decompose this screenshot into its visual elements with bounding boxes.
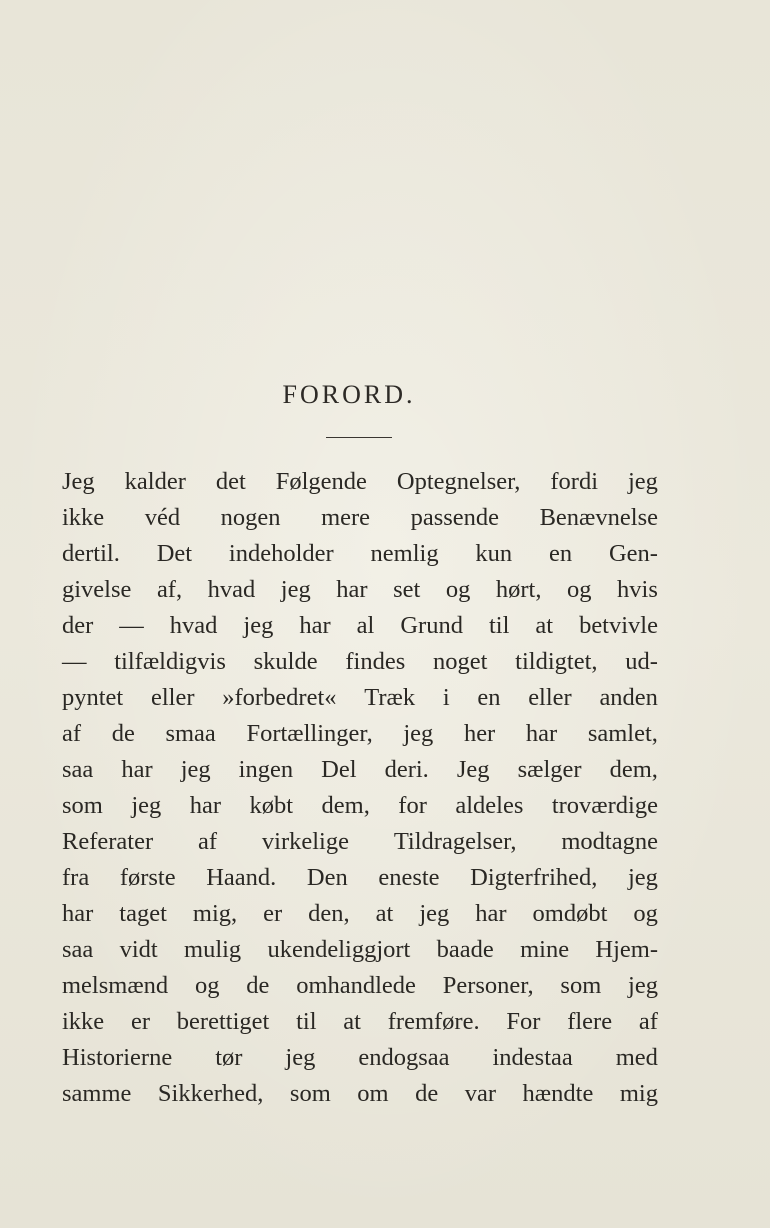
word: véd: [144, 504, 181, 531]
word: eller: [528, 684, 572, 711]
word: findes: [345, 648, 406, 675]
word: flere: [567, 1008, 613, 1035]
word: Tildragelser,: [393, 828, 517, 855]
word: de: [111, 720, 135, 747]
word: saa: [62, 936, 94, 963]
word: har: [189, 792, 222, 819]
word: —: [62, 648, 87, 675]
word: den,: [308, 900, 350, 927]
word: endogsaa: [358, 1044, 450, 1071]
word: deri.: [384, 756, 429, 783]
word: tør: [215, 1044, 243, 1071]
text-line: [62, 968, 658, 1004]
word: indeholder: [228, 540, 334, 567]
word: af: [197, 828, 218, 855]
word: ukendeliggjort: [267, 936, 411, 963]
word: jeg: [628, 864, 658, 891]
word: kalder: [124, 468, 186, 495]
word: første: [119, 864, 176, 891]
word: jeg: [285, 1044, 316, 1071]
word: af,: [156, 576, 183, 603]
word: skulde: [253, 648, 318, 675]
word: Personer,: [442, 972, 534, 999]
text-line: [62, 644, 658, 680]
word: Grund: [400, 612, 463, 639]
word: troværdige: [551, 792, 658, 819]
word: noget: [432, 648, 488, 675]
word: hørt,: [495, 576, 542, 603]
text-line: [62, 464, 658, 500]
word: var: [464, 1080, 497, 1107]
word: vidt: [119, 936, 158, 963]
word: fordi: [550, 468, 599, 495]
word: af: [62, 720, 82, 747]
page-title: FORORD.: [282, 380, 416, 409]
text-line: [62, 1004, 658, 1040]
word: Referater: [62, 828, 154, 855]
word: med: [615, 1044, 658, 1071]
word: samme: [62, 1080, 132, 1107]
word: har: [62, 900, 94, 927]
word: som: [289, 1080, 331, 1107]
word: er: [263, 900, 283, 927]
word: nemlig: [370, 540, 439, 567]
word: indestaa: [492, 1044, 573, 1071]
word: jeg: [180, 756, 211, 783]
word: Haand.: [206, 864, 277, 891]
word: Gen-: [608, 540, 658, 567]
word: Del: [321, 756, 357, 783]
word: for: [398, 792, 427, 819]
text-line: [62, 716, 658, 752]
word: fremføre.: [387, 1008, 480, 1035]
word: Historierne: [62, 1044, 173, 1071]
word: virkelige: [261, 828, 349, 855]
word: givelse: [62, 576, 132, 603]
word: nogen: [220, 504, 281, 531]
word: ingen: [238, 756, 294, 783]
word: jeg: [628, 972, 658, 999]
word: hvad: [207, 576, 256, 603]
word: en: [549, 540, 573, 567]
word: Benævnelse: [539, 504, 658, 531]
word: eller: [150, 684, 195, 711]
word: hvis: [617, 576, 658, 603]
word: dem,: [609, 756, 658, 783]
word: aldeles: [455, 792, 524, 819]
text-line: [62, 896, 658, 932]
word: har: [121, 756, 153, 783]
word: kun: [475, 540, 513, 567]
body-paragraph: [62, 464, 658, 1112]
word: omhandlede: [296, 972, 416, 999]
word: fra: [62, 864, 90, 891]
word: og: [445, 576, 471, 603]
word: For: [506, 1008, 541, 1035]
word: til: [488, 612, 510, 639]
word: omdøbt: [532, 900, 608, 927]
word: er: [130, 1008, 151, 1035]
word: taget: [119, 900, 167, 927]
word: Træk: [364, 684, 416, 711]
word: Jeg: [456, 756, 490, 783]
word: om: [357, 1080, 389, 1107]
word: det: [215, 468, 246, 495]
word: baade: [436, 936, 494, 963]
word: ikke: [62, 504, 105, 531]
word: Jeg: [62, 468, 95, 495]
text-line: [62, 1076, 658, 1112]
word: Den: [306, 864, 348, 891]
word: samlet,: [587, 720, 658, 747]
word: at: [375, 900, 394, 927]
word: ikke: [62, 1008, 105, 1035]
word: Sikkerhed,: [157, 1080, 264, 1107]
word: har: [525, 720, 558, 747]
word: Hjem-: [595, 936, 658, 963]
word: Optegnelser,: [396, 468, 521, 495]
word: de: [415, 1080, 439, 1107]
word: set: [393, 576, 421, 603]
title-divider: [326, 437, 392, 438]
word: smaa: [165, 720, 216, 747]
word: jeg: [280, 576, 311, 603]
word: hændte: [522, 1080, 594, 1107]
word: at: [535, 612, 554, 639]
word: jeg: [243, 612, 274, 639]
word: der: [62, 612, 94, 639]
word: her: [463, 720, 496, 747]
word: dem,: [321, 792, 370, 819]
word: og: [567, 576, 592, 603]
text-line: [62, 572, 658, 608]
word: de: [246, 972, 270, 999]
word: —: [119, 612, 144, 639]
text-line: [62, 824, 658, 860]
word: passende: [410, 504, 500, 531]
word: og: [633, 900, 658, 927]
word: »forbedret«: [222, 684, 337, 711]
text-line: [62, 500, 658, 536]
text-line: [62, 788, 658, 824]
word: ud-: [625, 648, 658, 675]
word: tildigtet,: [515, 648, 598, 675]
word: og: [194, 972, 220, 999]
word: har: [336, 576, 368, 603]
word: anden: [599, 684, 658, 711]
word: til: [296, 1008, 317, 1035]
word: berettiget: [176, 1008, 270, 1035]
word: Fortællinger,: [246, 720, 373, 747]
word: pyntet: [62, 684, 124, 711]
word: har: [475, 900, 507, 927]
word: mig: [619, 1080, 658, 1107]
word: en: [477, 684, 501, 711]
word: modtagne: [561, 828, 658, 855]
word: mig,: [192, 900, 238, 927]
word: dertil.: [62, 540, 120, 567]
word: Følgende: [275, 468, 367, 495]
word: mulig: [184, 936, 242, 963]
word: som: [62, 792, 103, 819]
word: har: [299, 612, 331, 639]
word: Digterfrihed,: [470, 864, 598, 891]
word: betvivle: [579, 612, 658, 639]
word: saa: [62, 756, 94, 783]
word: at: [343, 1008, 361, 1035]
word: jeg: [131, 792, 162, 819]
word: jeg: [403, 720, 434, 747]
word: al: [356, 612, 375, 639]
text-line: [62, 860, 658, 896]
word: mine: [520, 936, 570, 963]
text-line: [62, 932, 658, 968]
word: i: [442, 684, 450, 711]
word: hvad: [169, 612, 218, 639]
word: eneste: [378, 864, 440, 891]
text-line: [62, 1040, 658, 1076]
word: sælger: [517, 756, 582, 783]
word: som: [560, 972, 602, 999]
word: jeg: [627, 468, 658, 495]
word: jeg: [419, 900, 450, 927]
text-line: [62, 680, 658, 716]
text-line: [62, 536, 658, 572]
text-line: [62, 752, 658, 788]
word: Det: [156, 540, 193, 567]
text-line: [62, 608, 658, 644]
word: melsmænd: [62, 972, 169, 999]
word: mere: [321, 504, 371, 531]
word: tilfældigvis: [114, 648, 226, 675]
bleed-through-texture: [400, 90, 730, 124]
word: købt: [249, 792, 294, 819]
word: af: [638, 1008, 658, 1035]
